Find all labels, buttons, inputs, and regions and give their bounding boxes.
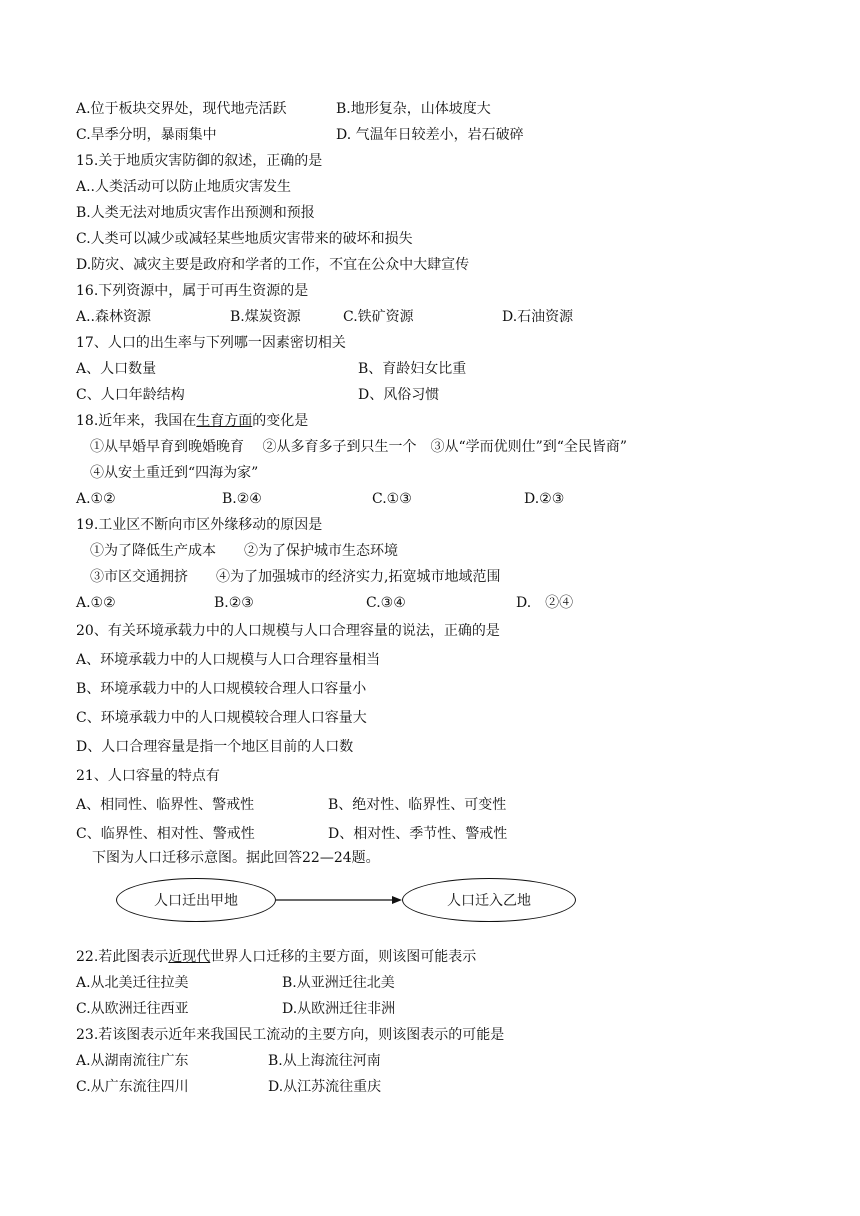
q14-option-c: C.旱季分明，暴雨集中	[76, 127, 217, 143]
q20-option-d: D、人口合理容量是指一个地区目前的人口数	[76, 739, 354, 755]
q22-option-d: D.从欧洲迁往非洲	[282, 1001, 396, 1017]
q17-option-a: A、人口数量	[76, 361, 157, 377]
q23-option-b: B.从上海流往河南	[268, 1053, 381, 1069]
q18-stem-underlined: 生育方面	[196, 413, 253, 429]
q23-option-d: D.从江苏流往重庆	[268, 1079, 382, 1095]
q22-stem-underlined: 近现代	[168, 949, 211, 965]
q19-option-c: C.③④	[366, 595, 406, 611]
q16-option-c: C.铁矿资源	[343, 309, 414, 325]
q21-option-c: C、临界性、相对性、警戒性	[76, 826, 255, 842]
q16-option-a: A..森林资源	[76, 309, 152, 325]
q14-option-a: A.位于板块交界处，现代地壳活跃	[76, 101, 287, 117]
destination-ellipse	[402, 878, 576, 922]
q17-stem: 17、人口的出生率与下列哪一因素密切相关	[76, 335, 346, 351]
q22-stem-post: 世界人口迁移的主要方面，则该图可能表示	[210, 949, 477, 965]
q15-option-c: C.人类可以减少或减轻某些地质灾害带来的破坏和损失	[76, 231, 413, 247]
q18-items-line2: ④从安土重迁到“四海为家”	[90, 465, 259, 481]
q19-items-line2: ③市区交通拥挤 ④为了加强城市的经济实力,拓宽城市地域范围	[90, 569, 501, 585]
q19-option-b: B.②③	[214, 595, 254, 611]
q18-stem	[76, 412, 308, 430]
q19-option-a: A.①②	[76, 595, 116, 611]
q15-option-a: A..人类活动可以防止地质灾害发生	[76, 179, 292, 195]
q22-stem	[76, 948, 476, 966]
q22-option-a: A.从北美迁往拉美	[76, 975, 189, 991]
migration-arrow-icon	[276, 895, 402, 905]
q16-option-b: B.煤炭资源	[230, 309, 301, 325]
q21-option-d: D、相对性、季节性、警戒性	[328, 826, 508, 842]
q20-option-a: A、环境承载力中的人口规模与人口合理容量相当	[76, 652, 381, 668]
origin-label: 人口迁出甲地	[154, 893, 238, 909]
q18-stem-post: 的变化是	[252, 413, 309, 429]
q23-stem: 23.若该图表示近年来我国民工流动的主要方向，则该图表示的可能是	[76, 1027, 505, 1043]
q16-option-d: D.石油资源	[502, 309, 574, 325]
migration-diagram	[116, 878, 576, 924]
q14-option-d: D. 气温年日较差小，岩石破碎	[336, 127, 524, 143]
destination-label: 人口迁入乙地	[447, 893, 531, 909]
q15-option-d: D.防灾、减灾主要是政府和学者的工作，不宜在公众中大肆宣传	[76, 257, 470, 273]
q19-stem: 19.工业区不断向市区外缘移动的原因是	[76, 517, 323, 533]
q22-option-b: B.从亚洲迁往北美	[282, 975, 395, 991]
q20-option-b: B、环境承载力中的人口规模较合理人口容量小	[76, 681, 367, 697]
q21-stem: 21、人口容量的特点有	[76, 768, 220, 784]
q19-items-line1: ①为了降低生产成本 ②为了保护城市生态环境	[90, 543, 398, 559]
q17-option-c: C、人口年龄结构	[76, 387, 185, 403]
q18-option-d: D.②③	[524, 491, 565, 507]
q20-option-c: C、环境承载力中的人口规模较合理人口容量大	[76, 710, 367, 726]
q23-option-a: A.从湖南流往广东	[76, 1053, 189, 1069]
q18-stem-pre: 18.近年来，我国在	[76, 413, 197, 429]
q16-stem: 16.下列资源中，属于可再生资源的是	[76, 283, 309, 299]
q21-option-b: B、绝对性、临界性、可变性	[328, 797, 507, 813]
q17-option-d: D、风俗习惯	[358, 387, 440, 403]
q17-option-b: B、育龄妇女比重	[358, 361, 467, 377]
q22-option-c: C.从欧洲迁往西亚	[76, 1001, 189, 1017]
diagram-intro: 下图为人口迁移示意图。据此回答22—24题。	[92, 850, 380, 866]
q22-stem-pre: 22.若此图表示	[76, 949, 169, 965]
q20-stem: 20、有关环境承载力中的人口规模与人口合理容量的说法，正确的是	[76, 623, 500, 639]
q23-option-c: C.从广东流往四川	[76, 1079, 189, 1095]
origin-ellipse	[116, 878, 276, 922]
q18-option-b: B.②④	[222, 491, 262, 507]
q18-option-c: C.①③	[372, 491, 412, 507]
q21-option-a: A、相同性、临界性、警戒性	[76, 797, 255, 813]
q14-option-b: B.地形复杂，山体坡度大	[336, 101, 491, 117]
q18-items-line1: ①从早婚早育到晚婚晚育 ②从多育多子到只生一个 ③从“学而优则仕”到“全民皆商”	[90, 439, 628, 455]
q15-option-b: B.人类无法对地质灾害作出预测和预报	[76, 205, 315, 221]
q19-option-d: D. ②④	[516, 595, 574, 611]
q15-stem: 15.关于地质灾害防御的叙述，正确的是	[76, 153, 323, 169]
q18-option-a: A.①②	[76, 491, 116, 507]
